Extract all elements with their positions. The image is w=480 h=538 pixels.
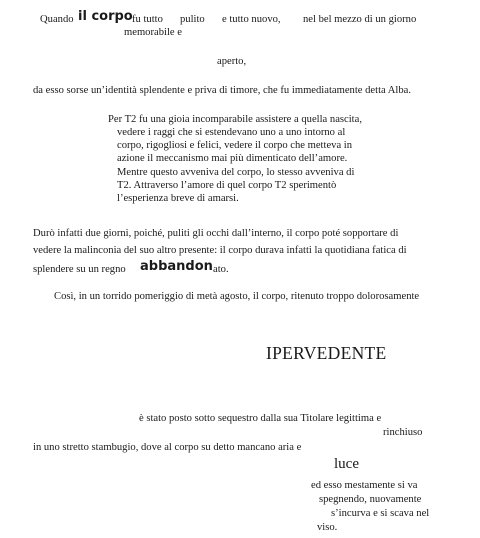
word-luce: luce	[334, 456, 359, 472]
t2-line: corpo, rigogliosi e felici, vedere il corpo che metteva in	[117, 140, 353, 151]
duro-line-2: vedere la malinconia del suo altro presente: il corpo durava infatti la quotidiana fatica di	[33, 245, 407, 256]
t2-line: Mentre questo avveniva del corpo, lo stesso avveniva di	[117, 167, 355, 178]
word-quando: Quando	[40, 14, 74, 25]
headline-ipervedente: IPERVEDENTE	[266, 343, 387, 363]
ending-line: viso.	[317, 522, 338, 533]
duro-line-1: Durò infatti due giorni, poiché, puliti gli occhi dall’interno, il corpo poté sopportare di	[33, 228, 399, 239]
ending-line: s’incurva e si scava nel	[331, 508, 430, 519]
word-pulito: pulito	[180, 14, 205, 25]
word-rinchiuso: rinchiuso	[383, 427, 423, 438]
word-abbandon-bold: abbandon	[140, 259, 213, 274]
word-fu-tutto: fu tutto	[132, 14, 163, 25]
sequestro-line: è stato posto sotto sequestro dalla sua Titolare legittima e	[139, 413, 382, 424]
word-nel-bel-mezzo: nel bel mezzo di un giorno	[303, 14, 417, 25]
ending-line: spegnendo, nuovamente	[319, 494, 422, 505]
t2-line: Per T2 fu una gioia incomparabile assistere a quella nascita,	[108, 114, 362, 125]
t2-line: l’esperienza breve di amarsi.	[117, 193, 239, 204]
t2-line: azione il meccanismo mai più dimenticato dell’amore.	[117, 153, 348, 164]
word-e-tutto-nuovo: e tutto nuovo,	[222, 14, 281, 25]
t2-line: T2. Attraverso l’amore di quel corpo T2 sperimentò	[117, 180, 337, 191]
duro-line-3a: splendere su un regno	[33, 264, 126, 275]
duro-line-3b: ato.	[213, 264, 229, 275]
ending-line: ed esso mestamente si va	[311, 480, 418, 491]
line-alba: da esso sorse un’identità splendente e priva di timore, che fu immediatamente detta Alba.	[33, 85, 412, 96]
word-aperto: aperto,	[217, 56, 247, 67]
stambugio-line: in uno stretto stambugio, dove al corpo su detto mancano aria e	[33, 442, 302, 453]
t2-line: vedere i raggi che si estendevano uno a uno intorno al	[117, 127, 346, 138]
word-il-corpo-bold: il corpo	[78, 9, 133, 24]
word-memorabile: memorabile e	[124, 27, 182, 38]
line-cosi: Così, in un torrido pomeriggio di metà agosto, il corpo, ritenuto troppo dolorosamente	[54, 291, 420, 302]
